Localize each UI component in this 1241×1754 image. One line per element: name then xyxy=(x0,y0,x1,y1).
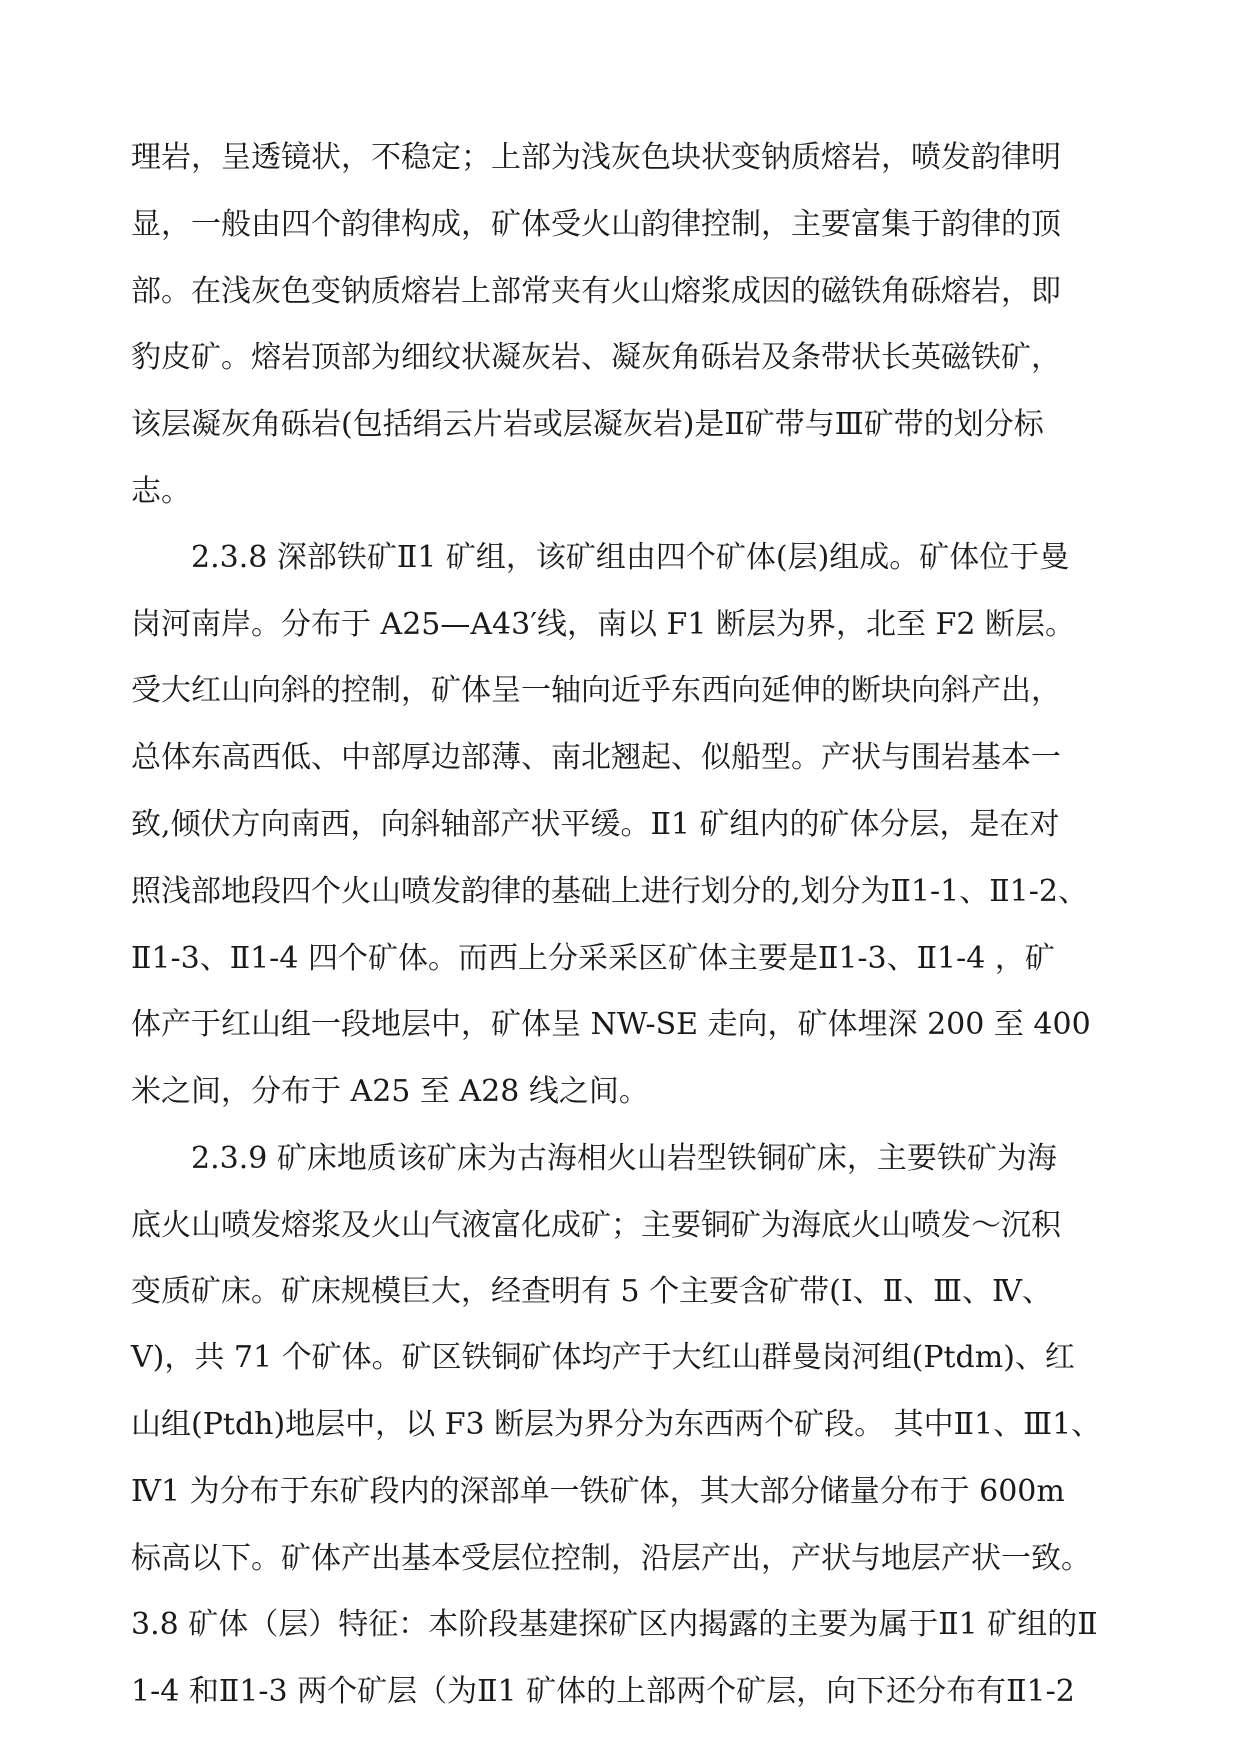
text-line: 2.3.9 矿床地质该矿床为古海相火山岩型铁铜矿床，主要铁矿为海 xyxy=(191,1140,1057,1176)
text-line: Ⅴ)，共 71 个矿体。矿区铁铜矿体均产于大红山群曼岗河组(Ptdm)、红 xyxy=(131,1340,1075,1376)
text-line: 照浅部地段四个火山喷发韵律的基础上进行划分的,划分为Ⅱ1-1、Ⅱ1-2、 xyxy=(131,873,1088,909)
text-line: 岗河南岸。分布于 A25—A43′线，南以 F1 断层为界，北至 F2 断层。 xyxy=(131,607,1075,643)
text-line: Ⅱ1-3、Ⅱ1-4 四个矿体。而西上分采采区矿体主要是Ⅱ1-3、Ⅱ1-4 ，矿 xyxy=(131,940,1055,976)
text-line: 致,倾伏方向南西，向斜轴部产状平缓。Ⅱ1 矿组内的矿体分层，是在对 xyxy=(131,807,1060,843)
text-line: 该层凝灰角砾岩(包括绢云片岩或层凝灰岩)是Ⅱ矿带与Ⅲ矿带的划分标 xyxy=(131,406,1044,442)
text-line: 标高以下。矿体产出基本受层位控制，沿层产出，产状与地层产状一致。 xyxy=(131,1541,1091,1577)
text-line: Ⅳ1 为分布于东矿段内的深部单一铁矿体，其大部分储量分布于 600m xyxy=(131,1474,1065,1510)
text-line: 米之间，分布于 A25 至 A28 线之间。 xyxy=(131,1073,649,1109)
text-line: 总体东高西低、中部厚边部薄、南北翘起、似船型。产状与围岩基本一 xyxy=(131,740,1061,776)
text-line: 豹皮矿。熔岩顶部为细纹状凝灰岩、凝灰角砾岩及条带状长英磁铁矿， xyxy=(131,339,1061,375)
text-line: 受大红山向斜的控制，矿体呈一轴向近乎东西向延伸的断块向斜产出， xyxy=(131,673,1061,709)
text-line: 部。在浅灰色变钠质熔岩上部常夹有火山熔浆成因的磁铁角砾熔岩，即 xyxy=(131,273,1061,309)
text-line: 志。 xyxy=(131,473,191,509)
text-line: 体产于红山组一段地层中，矿体呈 NW-SE 走向，矿体埋深 200 至 400 xyxy=(131,1006,1091,1042)
text-line: 变质矿床。矿床规模巨大，经查明有 5 个主要含矿带(Ⅰ、Ⅱ、Ⅲ、Ⅳ、 xyxy=(131,1273,1053,1309)
text-line: 显，一般由四个韵律构成，矿体受火山韵律控制，主要富集于韵律的顶 xyxy=(131,206,1061,242)
text-line: 理岩，呈透镜状，不稳定；上部为浅灰色块状变钠质熔岩，喷发韵律明 xyxy=(131,140,1061,175)
text-line: 底火山喷发熔浆及火山气液富化成矿；主要铜矿为海底火山喷发～沉积 xyxy=(131,1207,1061,1243)
text-line: 2.3.8 深部铁矿Ⅱ1 矿组，该矿组由四个矿体(层)组成。矿体位于曼 xyxy=(191,540,1070,576)
text-line: 1-4 和Ⅱ1-3 两个矿层（为Ⅱ1 矿体的上部两个矿层，向下还分布有Ⅱ1-2 xyxy=(131,1674,1075,1709)
text-line: 3.8 矿体（层）特征：本阶段基建探矿区内揭露的主要为属于Ⅱ1 矿组的Ⅱ xyxy=(131,1607,1098,1643)
text-line: 山组(Ptdh)地层中，以 F3 断层为界分为东西两个矿段。 其中Ⅱ1、Ⅲ1、 xyxy=(131,1407,1102,1443)
